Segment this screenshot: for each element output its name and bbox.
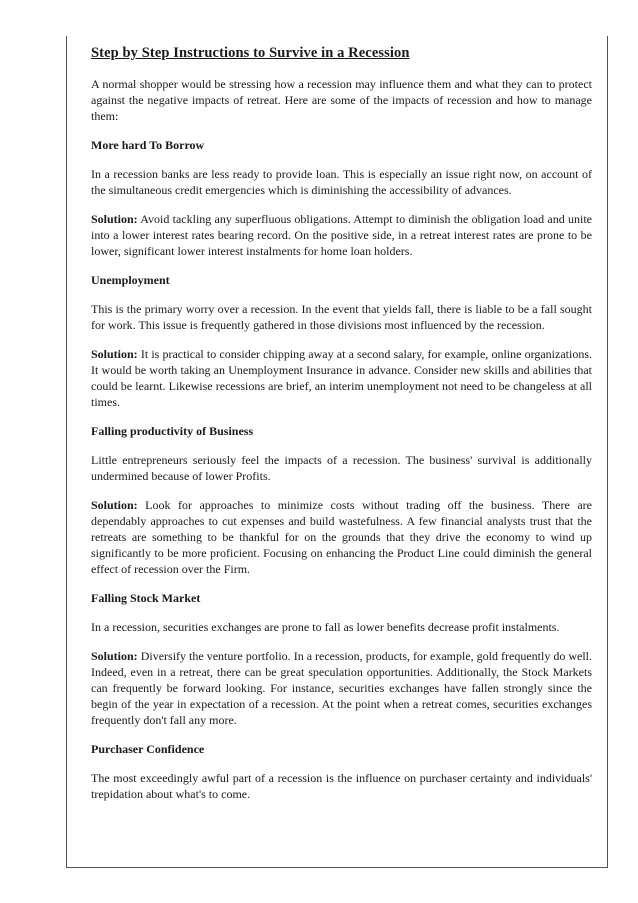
section-solution-stock-market xyxy=(91,648,592,728)
solution-text: It is practical to consider chipping away at a second salary, for example, online organizations. It would be worth taking an Unemployment Insurance in advance. Consider new skills and abilities that could be learnt. Likewise recessions are brief, an interim unemployment not need to be changeless at all times. xyxy=(91,347,593,409)
section-heading-confidence: Purchaser Confidence xyxy=(91,742,205,756)
section-solution-unemployment xyxy=(91,346,592,410)
solution-label: Solution: xyxy=(91,649,138,663)
document-title: Step by Step Instructions to Survive in a Recession xyxy=(91,45,410,61)
section-body-confidence: The most exceedingly awful part of a recession is the influence on purchaser certainty and individuals' trepidation about what's to come. xyxy=(91,771,592,801)
section-body-unemployment: This is the primary worry over a recession. In the event that yields fall, there is liable to be a fall sought for work. This issue is frequently gathered in those divisions most influenced by the recession. xyxy=(91,302,592,332)
document-body xyxy=(91,44,592,815)
section-heading-borrow: More hard To Borrow xyxy=(91,138,205,152)
solution-label: Solution: xyxy=(91,498,138,512)
section-body-productivity: Little entrepreneurs seriously feel the impacts of a recession. The business' survival is additionally undermined because of lower Profits. xyxy=(91,453,592,483)
section-body-stock-market: In a recession, securities exchanges are prone to fall as lower benefits decrease profit instalments. xyxy=(91,620,560,634)
solution-text: Avoid tackling any superfluous obligations. Attempt to diminish the obligation load and unite into a lower interest rates bearing record. On the positive side, in a retreat interest rates are prone to be lower, significant lower interest instalments for home loan holders. xyxy=(91,212,592,258)
solution-label: Solution: xyxy=(91,212,138,226)
section-solution-borrow xyxy=(91,211,592,259)
intro-paragraph: A normal shopper would be stressing how a recession may influence them and what they can to protect against the negative impacts of retreat. Here are some of the impacts of recession and how to manage them: xyxy=(91,77,592,123)
solution-text: Diversify the venture portfolio. In a recession, products, for example, gold frequently do well. Indeed, even in a retreat, there can be great speculation opportunities. Additionally, the Stock Markets can frequently be forward looking. For instance, securities exchanges have fallen strongly since the begin of the year in expectation of a recession. At the point when a retreat comes, securities exchanges frequently don't fall any more. xyxy=(91,649,593,727)
section-solution-productivity xyxy=(91,497,592,577)
section-heading-stock-market: Falling Stock Market xyxy=(91,591,201,605)
section-heading-productivity: Falling productivity of Business xyxy=(91,424,254,438)
solution-text: Look for approaches to minimize costs without trading off the business. There are dependably approaches to cut expenses and build wastefulness. A few financial analysts trust that the retreats are something to be thankful for on the grounds that they drive the economy to wind up significantly to be more proficient. Focusing on enhancing the Product Line could diminish the general effect of recession over the Firm. xyxy=(91,498,593,576)
section-heading-unemployment: Unemployment xyxy=(91,273,170,287)
solution-label: Solution: xyxy=(91,347,138,361)
section-body-borrow: In a recession banks are less ready to provide loan. This is especially an issue right now, on account of the simultaneous credit emergencies which is diminishing the accessibility of advances. xyxy=(91,167,592,197)
